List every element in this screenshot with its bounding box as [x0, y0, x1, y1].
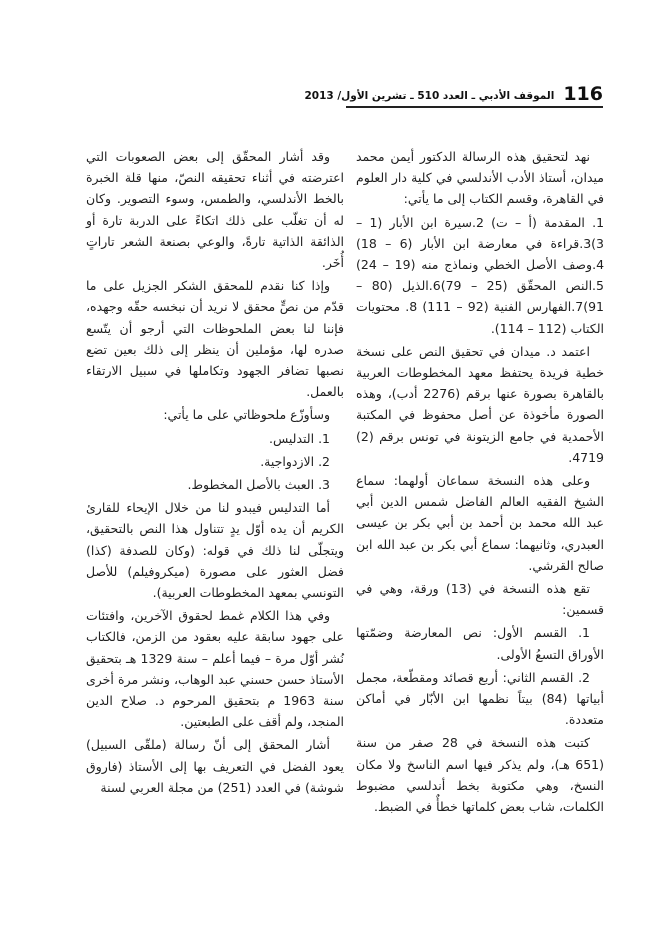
paragraph: وسأوزّع ملحوظاتي على ما يأتي:: [163, 407, 330, 423]
paragraph: وفي هذا الكلام غمط لحقوق الآخرين، وافتئات على جهود سابقة عليه بعقود من الزمن، فالكتاب نُشر أوّل مرة – فيما أعلم – سنة 1329 هـ بتحقيق الأستاذ حسن حسني عبد الوهاب، ونشر مرة أخرى سنة 1963 م بتحقيق المرحوم د. صلاح الدين المنجد، ولم أقف على الطبعتين.: [86, 608, 344, 730]
page-number: 116: [563, 83, 603, 105]
list-item: 3. العبث بالأصل المخطوط.: [187, 477, 330, 493]
list-item: 2. الازدواجية.: [260, 453, 330, 469]
paragraph: كتبت هذه النسخة في 28 صفر من سنة (651 هـ)، ولم يذكر فيها اسم الناسخ ولا مكان النسخ، وهي مكتوبة بخط أندلسي مضبوط الكلمات، شاب بعض كلماتها خطأٌ في الضبط.: [356, 735, 604, 815]
paragraph: وإذا كنا نقدم للمحقق الشكر الجزيل على ما قدّم من نصٍّ محقق لا نريد أن نبخسه حقّه وجهده، فإننا لنا بعض الملحوظات التي أرجو أن يتّسع صدره لها، مؤملين أن ينظر إلى ذلك بعين تضع نصبها تضافر الجهود وتكاملها في سبيل الارتقاء بالعمل.: [86, 278, 344, 400]
contents-list-paragraph: 1. المقدمة (أ – ت) 2.سيرة ابن الأبار (1 – 3)3.قراءة في معارضة ابن الأبار (6 – 18) 4.وصف الأصل الخطي ونماذج منه (19 – 24) 5.النص المحقّق (25 – 79)6.الذيل (80 – 91)7.الفهارس الفنية (92 – 111) 8. محتويات الكتاب (112 – 114).: [356, 214, 605, 336]
paragraph: أشار المحقق إلى أنّ رسالة (ملقّى السبيل) يعود الفضل في التعريف بها إلى الأستاذ (فاروق شوشة) في العدد (251) من مجلة العربي لسنة: [86, 737, 344, 795]
paragraph: نهد لتحقيق هذه الرسالة الدكتور أيمن محمد ميدان، أستاذ الأدب الأندلسي في كلية دار العلوم في القاهرة، وقسم الكتاب إلى ما يأتي:: [356, 149, 604, 207]
left-column: [86, 146, 344, 800]
list-item: 1. التدليس.: [268, 430, 330, 446]
running-title: الموقف الأدبي ـ العدد 510 ـ تشرين الأول/ 2013: [304, 90, 555, 102]
right-column: [356, 146, 604, 819]
list-item: 1. القسم الأول: نص المعارضة وضمّتها الأوراق التسعُ الأولى.: [356, 625, 604, 662]
list-item: 2. القسم الثاني: أربع قصائد ومقطّعة، مجمل أبياتها (84) بيتاً نظمها ابن الأبّار في أماكن متعددة.: [356, 669, 604, 728]
page-header: [304, 82, 603, 108]
paragraph: تقع هذه النسخة في (13) ورقة، وهي في قسمين:: [356, 581, 604, 618]
paragraph: اعتمد د. ميدان في تحقيق النص على نسخة خطية فريدة يحتفظ معهد المخطوطات العربية بالقاهرة بصورة عنها برقم (2276 أدب)، وهذه الصورة مأخوذة عن أصل محفوظ في المكتبة الأحمدية في جامع الزيتونة في تونس برقم (2) 4719.: [356, 343, 604, 465]
paragraph: وعلى هذه النسخة سماعان أولهما: سماع الشيخ الفقيه العالم الفاضل شمس الدين أبي عبد الله محمد بن أحمد بن أبي بكر بن عيسى العبدري، وثانيهما: سماع أبي بكر بن عبد الله ابن صالح القرشي.: [356, 473, 604, 573]
paragraph: أما التدليس فيبدو لنا من خلال الإيحاء للقارئ الكريم أن يده أوّل يدٍ تتناول هذا النص بالتحقيق، ويتجلّى لنا ذلك في قوله: (وكان للصدفة (كذا) فضل العثور على مصورة (ميكروفيلم) للأصل التونسي بمعهد المخطوطات العربية).: [86, 500, 344, 601]
paragraph: وقد أشار المحقّق إلى بعض الصعوبات التي اعترضته في أثناء تحقيقه النصّ، منها قلة الخبرة بالخط الأندلسي، والطمس، وسوء التصوير. وكان له أن تغلّب على ذلك اتكاءً على الدربة تارة أو الذائقة الذاتية تارةً، والوعي بصنعة الشعر تاراتٍ أُخَر.: [86, 149, 344, 271]
